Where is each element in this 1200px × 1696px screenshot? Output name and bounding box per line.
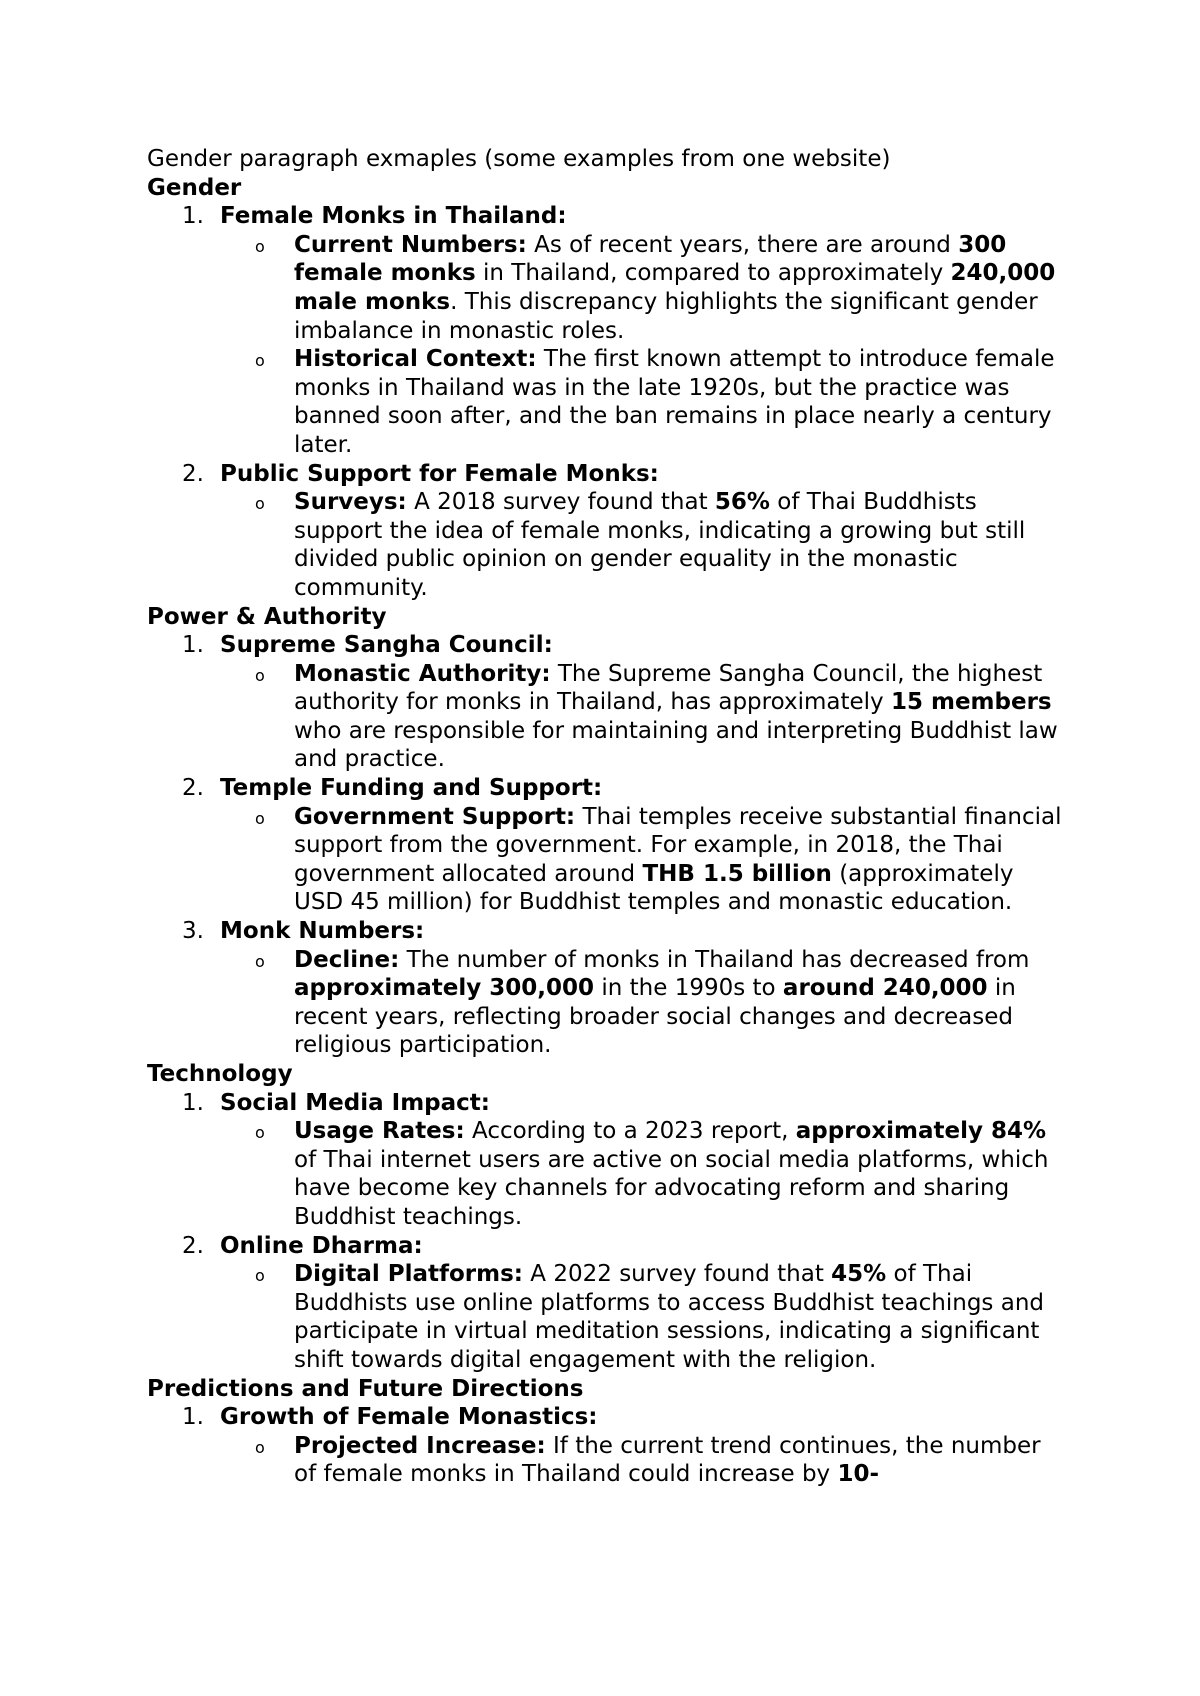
bullet-point [147,1260,1067,1374]
point-text: of Thai internet users are active on social media platforms, which have become key channels for advocating reform and sharing Buddhist teachings. [294,1146,1049,1230]
point-text: If the current trend continues, the number of female monks in Thailand could increase by [294,1432,1041,1488]
section-heading: Technology [147,1061,293,1087]
emphasis-text: 45% [831,1261,887,1288]
point-text: of Thai Buddhists support the idea of female monks, indicating a growing but still divided public opinion on gender equality in the monastic community. [294,489,1026,601]
item-number: 1 . [182,1403,204,1432]
bullet-point [147,660,1067,774]
point-label: Usage Rates: [294,1118,465,1145]
numbered-item [147,774,1067,803]
point-text: Thai temples receive substantial financial support from the government. For example, in 2018, the Thai government allocated around [294,803,1062,887]
bullet-marker: o [255,808,265,828]
point-text: A 2022 survey found that [523,1261,832,1288]
numbered-item [147,202,1067,231]
bullet-marker: o [255,1266,265,1286]
point-text: (approximately USD 45 million) for Buddhist temples and monastic education. [294,860,1014,916]
section-block [147,1375,1067,1489]
bullet-point [147,488,1067,602]
bullet-marker: o [255,494,265,514]
bullet-point [147,1432,1067,1489]
point-text: in the 1990s to [594,975,783,1002]
point-text: of Thai Buddhists use online platforms to access Buddhist teachings and participate in virtual meditation sessions, indicating a significant shift towards digital engagement with the religion. [294,1261,1044,1373]
numbered-item [147,917,1067,946]
bullet-point [147,1117,1067,1231]
section-heading: Power & Authority [147,603,387,630]
point-label: Current Numbers: [294,231,527,258]
item-title: Public Support for Female Monks: [220,460,659,487]
bullet-marker: o [255,951,265,971]
item-number: 1 . [182,631,204,660]
item-number: 1 . [182,202,204,231]
bullet-point [147,803,1067,917]
emphasis-text: approximately 84% [795,1118,1047,1145]
point-text: . This discrepancy highlights the significant gender imbalance in monastic roles. [294,288,1038,344]
bullet-point [147,231,1067,345]
section-heading: Gender [147,174,242,201]
item-title: Social Media Impact: [220,1089,490,1116]
emphasis-text: 56% [714,489,770,516]
point-text: in recent years, reflecting broader social changes and decreased religious participation. [294,975,1016,1059]
emphasis-text: 300 female monks [294,231,1007,287]
numbered-item [147,1403,1067,1432]
numbered-item [147,460,1067,489]
section-heading: Predictions and Future Directions [147,1375,584,1402]
item-number: 2 . [182,774,204,803]
point-text: According to a 2023 report, [464,1118,796,1145]
point-text: A 2018 survey found that [406,489,715,516]
point-text: who are responsible for maintaining and interpreting Buddhist law and practice. [294,717,1058,773]
point-text: in Thailand, compared to approximately [475,260,951,287]
section-block [147,1060,1067,1375]
point-text: The Supreme Sangha Council, the highest authority for monks in Thailand, has approximately [294,660,1043,716]
sections-container [147,174,1067,1489]
bullet-point [147,345,1067,459]
emphasis-text: 240,000 male monks [294,260,1056,315]
point-text: The first known attempt to introduce female monks in Thailand was in the late 1920s, but the practice was banned soon after, and the ban remains in place nearly a century later. [294,346,1055,458]
document-body [147,145,1067,1489]
item-number: 1 . [182,1089,204,1118]
bullet-marker: o [255,1123,265,1143]
item-title: Temple Funding and Support: [220,775,603,802]
numbered-item [147,1089,1067,1118]
item-title: Growth of Female Monastics: [220,1404,598,1431]
section-block [147,174,1067,603]
item-title: Monk Numbers: [220,918,425,945]
point-label: Monastic Authority: [294,660,551,687]
item-title: Female Monks in Thailand: [220,203,567,230]
point-label: Decline: [294,946,400,973]
emphasis-text: 15 members [890,689,1052,716]
bullet-marker: o [255,665,265,685]
emphasis-text: THB 1.5 billion [642,860,832,887]
point-label: Historical Context: [294,346,537,373]
bullet-marker: o [255,351,265,371]
numbered-item [147,631,1067,660]
point-text: As of recent years, there are around [526,231,959,258]
emphasis-text: approximately 300,000 [294,975,595,1002]
point-label: Projected Increase: [294,1432,546,1459]
section-block [147,603,1067,1061]
point-label: Government Support: [294,803,576,830]
item-number: 2 . [182,460,204,489]
bullet-marker: o [255,1437,265,1457]
item-number: 2 . [182,1232,204,1261]
point-text: The number of monks in Thailand has decreased from [399,946,1030,973]
item-title: Online Dharma: [220,1232,423,1259]
numbered-item [147,1232,1067,1261]
emphasis-text: around 240,000 [782,975,988,1002]
bullet-marker: o [255,236,265,256]
intro-line: Gender paragraph exmaples (some examples from one website) [147,146,891,172]
point-label: Surveys: [294,489,407,516]
item-title: Supreme Sangha Council: [220,632,553,659]
point-label: Digital Platforms: [294,1261,523,1288]
emphasis-text: 10- [837,1461,880,1488]
bullet-point [147,946,1067,1060]
item-number: 3 . [182,917,204,946]
